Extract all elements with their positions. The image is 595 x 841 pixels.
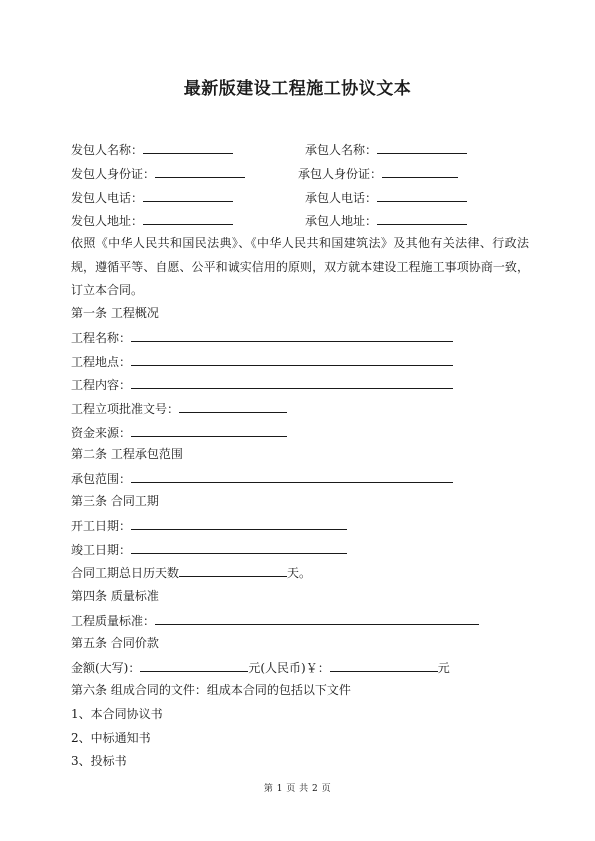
employer-address-row <box>71 213 233 228</box>
page-title: 最新版建设工程施工协议文本 <box>183 79 412 99</box>
employer-id-blank[interactable] <box>155 166 245 178</box>
project-name-label: 工程名称： <box>71 331 132 345</box>
contractor-name-blank[interactable] <box>377 142 467 154</box>
contractor-name-row <box>305 142 467 157</box>
start-date-label: 开工日期： <box>71 519 132 533</box>
article-2-heading: 第二条 工程承包范围 <box>71 447 183 461</box>
approval-number-blank[interactable] <box>179 401 287 413</box>
project-name-row <box>71 330 453 345</box>
employer-name-row <box>71 142 233 157</box>
intro-paragraph: 依照《中华人民共和国民法典》、《中华人民共和国建筑法》及其他有关法律、行政法规，遵循平等、自愿、公平和诚实信用的原则，双方就本建设工程施工事项协商一致，订立本合同。 <box>71 236 529 297</box>
page-number: 第 1 页 共 2 页 <box>263 784 332 794</box>
project-location-row <box>71 354 453 369</box>
funding-source-label: 资金来源： <box>71 426 132 440</box>
contractor-name-label: 承包人名称： <box>305 143 378 157</box>
start-date-row <box>71 518 347 533</box>
completion-date-blank[interactable] <box>131 542 347 554</box>
employer-address-blank[interactable] <box>143 213 233 225</box>
project-name-blank[interactable] <box>131 330 453 342</box>
document-list-item: 2、中标通知书 <box>71 731 151 745</box>
total-days-blank[interactable] <box>179 565 287 577</box>
article-5-heading: 第五条 合同价款 <box>71 636 159 650</box>
article-1-heading: 第一条 工程概况 <box>71 306 159 320</box>
employer-phone-label: 发包人电话： <box>71 191 144 205</box>
completion-date-row <box>71 542 347 557</box>
project-location-label: 工程地点： <box>71 355 132 369</box>
document-list-item: 3、投标书 <box>71 754 127 768</box>
contract-scope-row <box>71 471 453 486</box>
contractor-address-row <box>305 213 467 228</box>
contract-scope-label: 承包范围： <box>71 472 132 486</box>
employer-id-label: 发包人身份证： <box>71 167 156 181</box>
amount-unit: 元 <box>437 661 450 675</box>
article-6-heading: 第六条 组成合同的文件：组成本合同的包括以下文件 <box>71 683 351 697</box>
quality-standard-row <box>71 613 479 628</box>
employer-address-label: 发包人地址： <box>71 214 144 228</box>
employer-name-label: 发包人名称： <box>71 143 144 157</box>
contractor-address-label: 承包人地址： <box>305 214 378 228</box>
total-days-suffix: 天。 <box>287 566 312 580</box>
total-days-label: 合同工期总日历天数 <box>71 566 180 580</box>
employer-name-blank[interactable] <box>143 142 233 154</box>
funding-source-row <box>71 425 287 440</box>
employer-phone-row <box>71 190 233 205</box>
contractor-phone-blank[interactable] <box>377 190 467 202</box>
amount-words-blank[interactable] <box>140 660 248 672</box>
project-content-blank[interactable] <box>131 377 453 389</box>
contractor-phone-row <box>305 190 467 205</box>
project-content-label: 工程内容： <box>71 378 132 392</box>
quality-standard-label: 工程质量标准： <box>71 614 156 628</box>
approval-number-label: 工程立项批准文号： <box>71 402 180 416</box>
contractor-id-row <box>298 166 458 181</box>
article-3-heading: 第三条 合同工期 <box>71 494 159 508</box>
completion-date-label: 竣工日期： <box>71 543 132 557</box>
approval-number-row <box>71 401 287 416</box>
project-content-row <box>71 377 453 392</box>
amount-rmb-label: 元(人民币)￥： <box>248 661 330 675</box>
employer-phone-blank[interactable] <box>143 190 233 202</box>
project-location-blank[interactable] <box>131 354 453 366</box>
contractor-phone-label: 承包人电话： <box>305 191 378 205</box>
contractor-id-label: 承包人身份证： <box>298 167 383 181</box>
document-list-item: 1、本合同协议书 <box>71 707 163 721</box>
quality-standard-blank[interactable] <box>155 613 479 625</box>
start-date-blank[interactable] <box>131 518 347 530</box>
amount-words-label: 金额(大写)： <box>71 661 141 675</box>
contract-scope-blank[interactable] <box>131 471 453 483</box>
contractor-address-blank[interactable] <box>377 213 467 225</box>
amount-figures-blank[interactable] <box>330 660 438 672</box>
article-4-heading: 第四条 质量标准 <box>71 589 159 603</box>
contract-amount-row <box>71 660 450 675</box>
total-days-row <box>71 565 311 580</box>
contractor-id-blank[interactable] <box>382 166 458 178</box>
funding-source-blank[interactable] <box>131 425 287 437</box>
employer-id-row <box>71 166 245 181</box>
